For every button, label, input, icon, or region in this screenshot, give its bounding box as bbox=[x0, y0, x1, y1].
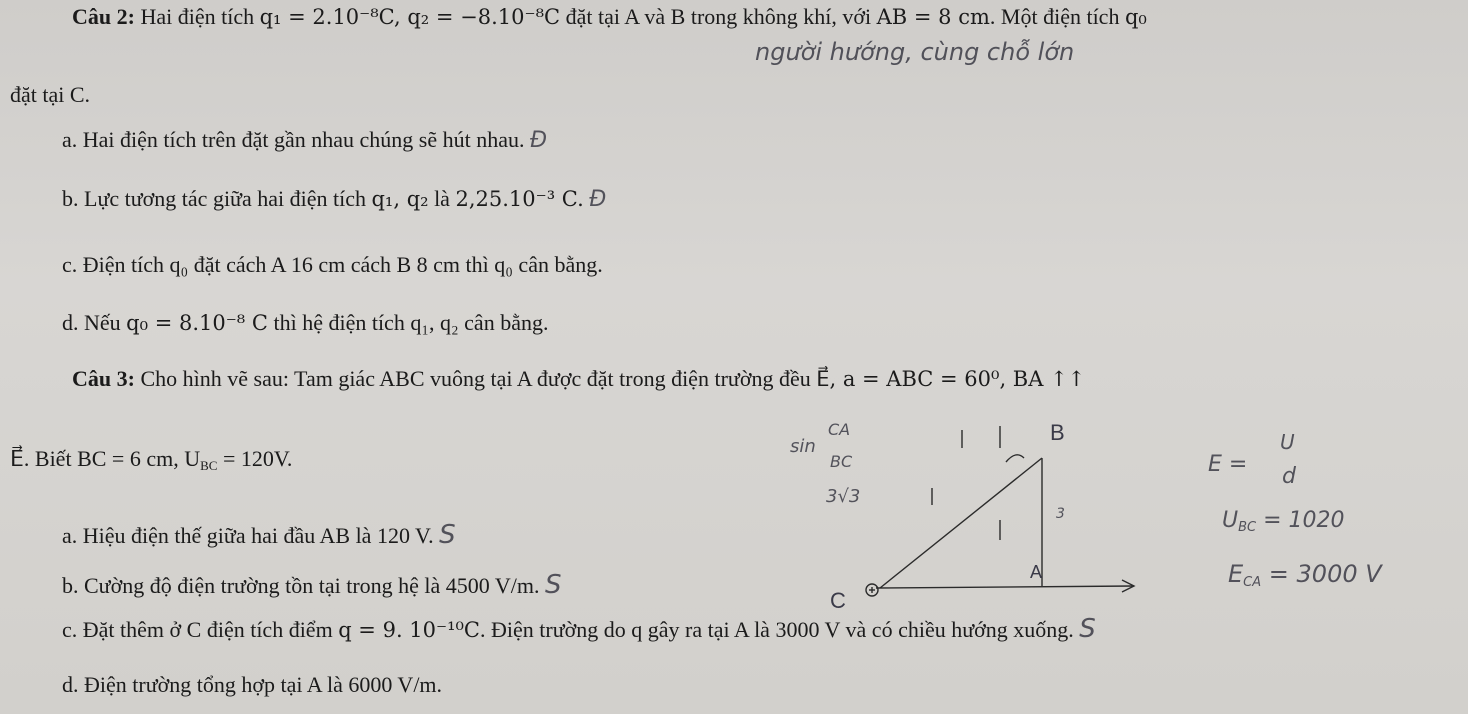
q3-label: Câu 3: bbox=[72, 366, 135, 391]
note-frac-bottom: BC bbox=[830, 452, 853, 471]
q3-intro-a: Cho hình vẽ sau: Tam giác ABC vuông tại A được đặt trong điện trường đều bbox=[134, 366, 817, 391]
q2-item-b-math: q₁, q₂ bbox=[371, 187, 429, 211]
q2-item-d-math: q₀ = 8.10⁻⁸ C bbox=[126, 311, 268, 335]
q3-item-c-math: q = 9. 10⁻¹⁰C bbox=[338, 618, 480, 642]
q2-ab: AB = 8 cm bbox=[876, 5, 990, 29]
q2-item-d-prefix: d. Nếu bbox=[62, 310, 127, 335]
q2-item-b-mid: là bbox=[428, 186, 456, 211]
note-u: U bbox=[1280, 430, 1295, 454]
note-ubc-val: = 1020 bbox=[1263, 508, 1345, 533]
note-eca bbox=[1228, 560, 1382, 588]
note-eca-val: = 3000 V bbox=[1268, 560, 1382, 588]
note-e-eq: E = bbox=[1208, 452, 1248, 477]
q2-label: Câu 2: bbox=[72, 4, 135, 29]
q3-field: E⃗, a = ABC = 60⁰, BA ↑↑ bbox=[816, 367, 1086, 391]
note-frac-top: CA bbox=[828, 420, 851, 439]
q2-charges: q₁ = 2.10⁻⁸C, q₂ = −8.10⁻⁸C bbox=[259, 5, 561, 29]
note-d: d bbox=[1282, 464, 1296, 489]
q2-item-d-rest: thì hệ điện tích q₁, q₂ cân bằng. bbox=[267, 310, 549, 335]
q2-line-2: đặt tại C. bbox=[10, 82, 91, 107]
note-ubc-sub: BC bbox=[1238, 520, 1257, 535]
q2-intro-a: Hai điện tích bbox=[134, 4, 260, 29]
note-three: 3 bbox=[1056, 506, 1065, 522]
note-ubc-u: U bbox=[1222, 508, 1239, 533]
q2-item-b-prefix: b. Lực tương tác giữa hai điện tích bbox=[62, 186, 372, 211]
q3-item-c-prefix: c. Đặt thêm ở C điện tích điểm bbox=[62, 617, 339, 642]
note-sin: sin bbox=[790, 436, 816, 457]
label-a: A bbox=[1030, 562, 1043, 582]
note-ubc bbox=[1222, 508, 1345, 533]
q2-handwriting: người hướng, cùng chỗ lớn bbox=[755, 38, 1075, 66]
q3-item-a-mark: S bbox=[439, 520, 456, 550]
q2-item-c: c. Điện tích q₀ đặt cách A 16 cm cách B 8 cm thì q₀ cân bằng. bbox=[62, 252, 603, 277]
q3-item-a-text: a. Hiệu điện thế giữa hai đầu AB là 120 V. bbox=[62, 523, 434, 548]
field-arrow-line bbox=[876, 586, 1134, 588]
q2-q0: q₀ bbox=[1124, 5, 1147, 29]
q3-item-c-rest: . Điện trường do q gây ra tại A là 3000 V và có chiều hướng xuống. bbox=[480, 617, 1074, 642]
q3-intro-b: E⃗. Biết BC = 6 cm, U bbox=[10, 446, 201, 471]
q2-item-a-text: a. Hai điện tích trên đặt gần nhau chúng sẽ hút nhau. bbox=[62, 127, 525, 152]
note-eca-sub: CA bbox=[1243, 575, 1262, 590]
angle-mark bbox=[1006, 455, 1024, 462]
q2-intro-c: . Một điện tích bbox=[989, 4, 1125, 29]
label-c: C bbox=[830, 588, 846, 613]
q3-ubc-sub: BC bbox=[200, 458, 218, 473]
q2-item-a-mark: Đ bbox=[529, 128, 548, 153]
label-b: B bbox=[1050, 420, 1065, 445]
note-eca-e: E bbox=[1228, 560, 1244, 588]
q2-item-b-value: 2,25.10⁻³ C. bbox=[455, 187, 584, 211]
q3-item-b-mark: S bbox=[545, 570, 562, 600]
note-sqrt3: 3√3 bbox=[826, 486, 861, 507]
q3-intro-c: = 120V. bbox=[217, 446, 293, 471]
q3-item-b-text: b. Cường độ điện trường tồn tại trong hệ là 4500 V/m. bbox=[62, 573, 540, 598]
q2-intro-b: đặt tại A và B trong không khí, với bbox=[560, 4, 877, 29]
side-bc bbox=[880, 458, 1042, 588]
q3-item-c-mark: S bbox=[1079, 614, 1096, 644]
q3-item-d: d. Điện trường tổng hợp tại A là 6000 V/m. bbox=[62, 672, 443, 697]
q2-item-b-mark: Đ bbox=[589, 187, 607, 212]
